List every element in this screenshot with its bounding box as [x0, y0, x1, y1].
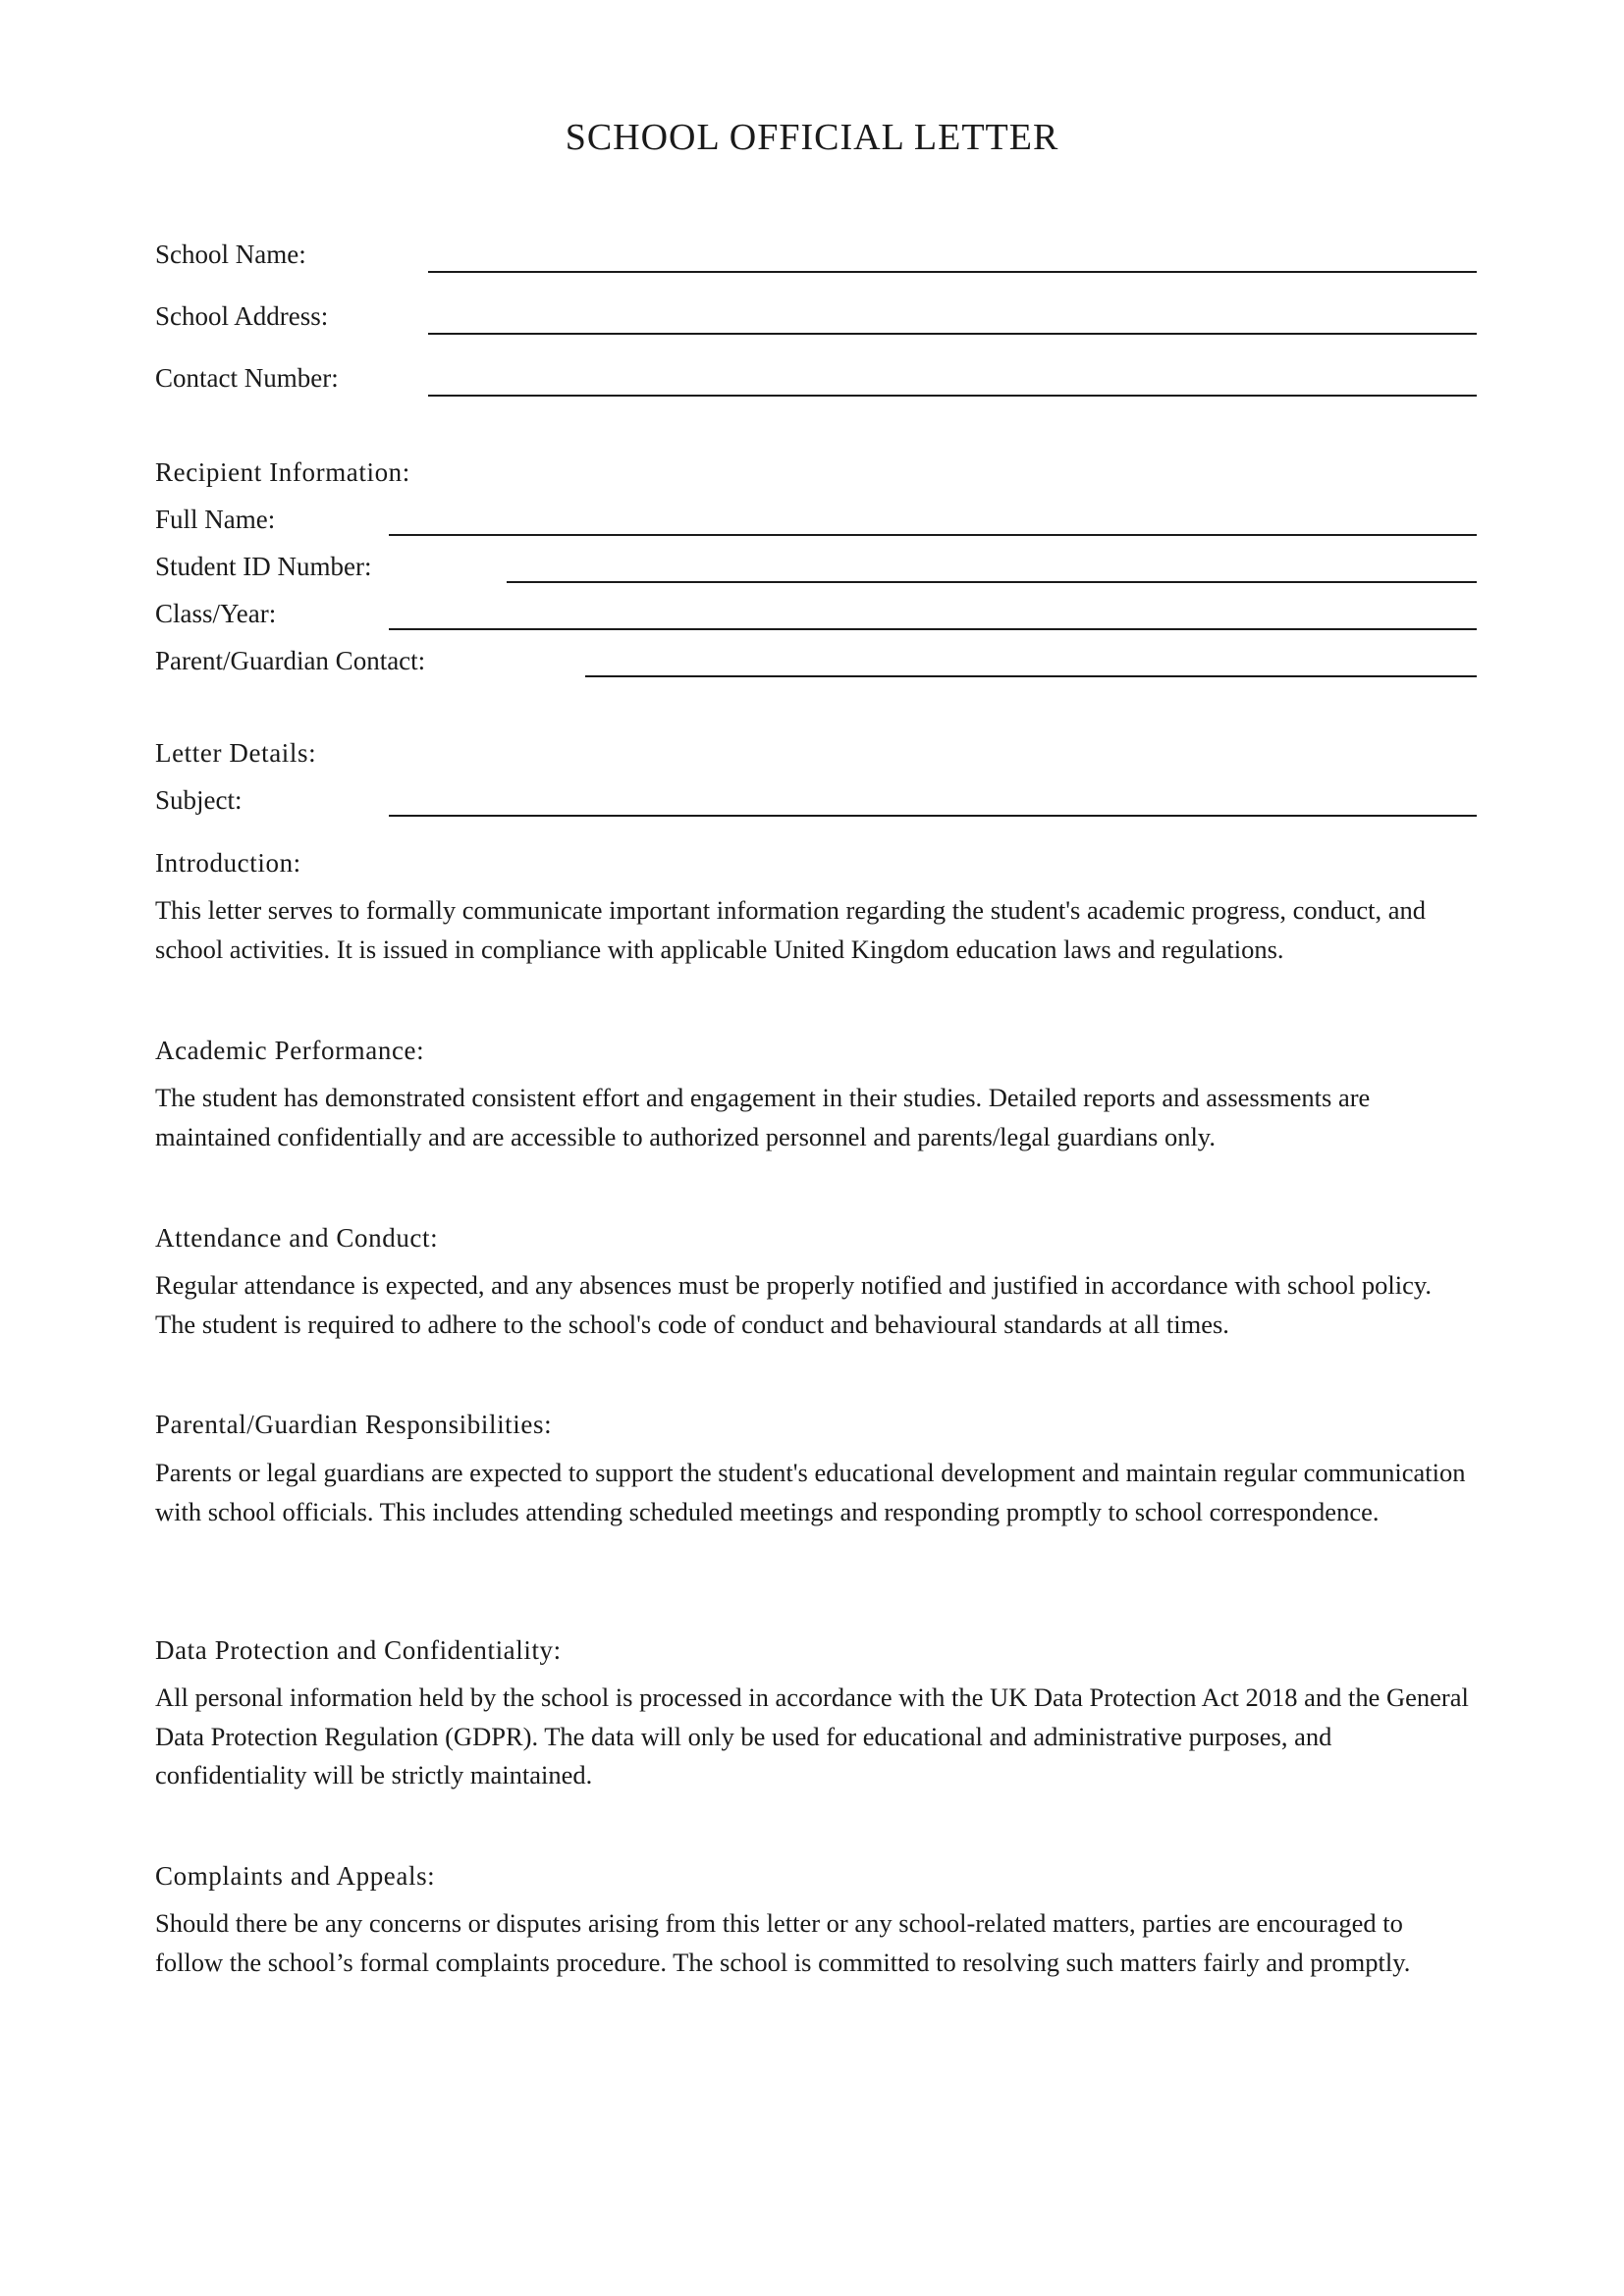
guardian-responsibilities-body: Parents or legal guardians are expected to support the student's educational development and maintain regular communication with school officials. This includes attending scheduled meetings and responding promptly to school correspondence. — [155, 1458, 1466, 1526]
recipient-heading: Recipient Information: — [155, 457, 410, 487]
subject-label: Subject: — [155, 785, 243, 815]
full-name-input-line[interactable] — [389, 534, 1477, 536]
introduction-heading: Introduction: — [155, 848, 301, 878]
school-name-label: School Name: — [155, 240, 306, 269]
guardian-contact-field — [155, 646, 1477, 685]
data-protection-body: All personal information held by the school is processed in accordance with the UK Data Protection Act 2018 and the General Data Protection Regulation (GDPR). The data will only be used for educational and administrative purposes, and confidentiality will be strictly maintained. — [155, 1682, 1469, 1789]
class-year-label: Class/Year: — [155, 599, 277, 628]
data-protection-heading: Data Protection and Confidentiality: — [155, 1635, 562, 1665]
student-id-field — [155, 552, 1477, 591]
letter-details-heading: Letter Details: — [155, 738, 317, 768]
student-id-input-line[interactable] — [507, 581, 1477, 583]
student-id-label: Student ID Number: — [155, 552, 372, 581]
contact-number-field — [155, 363, 1477, 402]
full-name-label: Full Name: — [155, 505, 276, 534]
introduction-body: This letter serves to formally communicate important information regarding the student's academic progress, conduct, and school activities. It is issued in compliance with applicable United Kingdom education laws and regulations. — [155, 895, 1427, 964]
guardian-contact-input-line[interactable] — [585, 675, 1477, 677]
subject-input-line[interactable] — [389, 815, 1477, 817]
academic-performance-body: The student has demonstrated consistent effort and engagement in their studies. Detailed reports and assessments are maintained confidentially and are accessible to authorized personnel and parents/legal guardians only. — [155, 1083, 1371, 1151]
academic-performance-heading: Academic Performance: — [155, 1036, 425, 1065]
school-address-field — [155, 301, 1477, 341]
class-year-field — [155, 599, 1477, 638]
school-name-field — [155, 240, 1477, 279]
guardian-contact-label: Parent/Guardian Contact: — [155, 646, 426, 675]
class-year-input-line[interactable] — [389, 628, 1477, 630]
contact-number-input-line[interactable] — [428, 395, 1477, 397]
attendance-conduct-heading: Attendance and Conduct: — [155, 1223, 439, 1253]
contact-number-label: Contact Number: — [155, 363, 339, 393]
school-name-input-line[interactable] — [428, 271, 1477, 273]
subject-field — [155, 785, 1477, 825]
guardian-responsibilities-heading: Parental/Guardian Responsibilities: — [155, 1410, 553, 1439]
school-address-label: School Address: — [155, 301, 329, 331]
complaints-appeals-body: Should there be any concerns or disputes arising from this letter or any school-related matters, parties are encouraged to follow the school’s formal complaints procedure. The school is committed to resolving such matters fairly and promptly. — [155, 1908, 1411, 1977]
attendance-conduct-body: Regular attendance is expected, and any absences must be properly notified and justified in accordance with school policy. The student is required to adhere to the school's code of conduct and behavioural standards at all times. — [155, 1270, 1433, 1339]
page-title: SCHOOL OFFICIAL LETTER — [565, 117, 1059, 158]
school-address-input-line[interactable] — [428, 333, 1477, 335]
full-name-field — [155, 505, 1477, 544]
complaints-appeals-heading: Complaints and Appeals: — [155, 1861, 436, 1891]
